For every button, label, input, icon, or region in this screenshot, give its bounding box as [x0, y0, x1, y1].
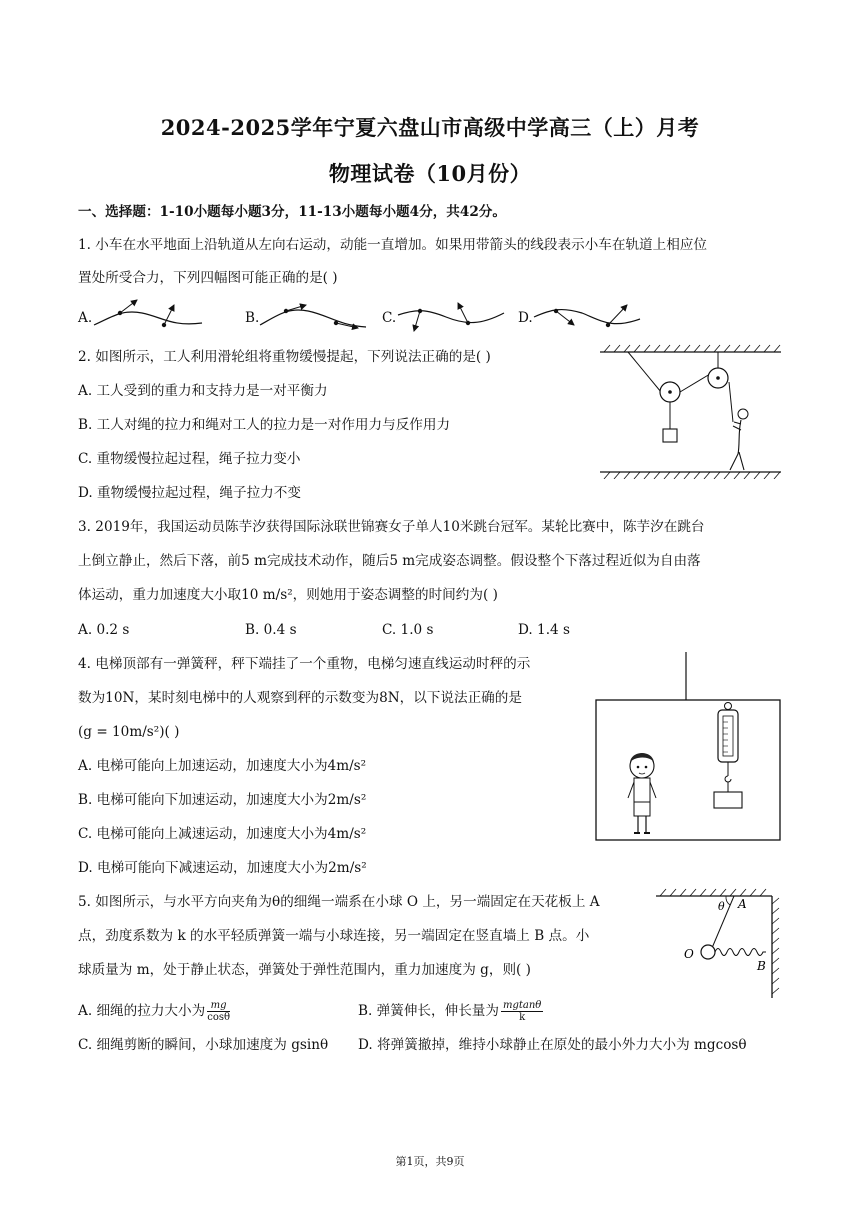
- q3-option-c: C. 1.0 s: [382, 622, 434, 638]
- q5-stem-line1: 5. 如图所示，与水平方向夹角为θ的细绳一端系在小球 O 上，另一端固定在天花板上 A: [78, 894, 600, 910]
- section-heading: 一、选择题：1-10小题每小题3分，11-13小题每小题4分，共42分。: [78, 204, 506, 220]
- page-footer: 第1页，共9页: [395, 1155, 465, 1168]
- q2-pulley-figure: [598, 344, 783, 479]
- q1-stem-line2: 置处所受合力，下列四幅图可能正确的是( ): [78, 270, 338, 286]
- q4-option-a: A. 电梯可能向上加速运动，加速度大小为4m/s²: [78, 758, 367, 774]
- q1-option-b: B.: [245, 310, 260, 326]
- q4-option-c: C. 电梯可能向上减速运动，加速度大小为4m/s²: [78, 826, 367, 842]
- q4-elevator-figure: [594, 652, 784, 844]
- q5-label-a: A: [738, 897, 747, 911]
- q4-stem-line1: 4. 电梯顶部有一弹簧秤，秤下端挂了一个重物，电梯匀速直线运动时秤的示: [78, 656, 531, 672]
- q5-stem-line3: 球质量为 m，处于静止状态，弹簧处于弹性范围内，重力加速度为 g，则( ): [78, 962, 531, 978]
- q5-label-theta: θ: [718, 900, 725, 913]
- q3-stem-line2: 上倒立静止，然后下落，前5 m完成技术动作，随后5 m完成姿态调整。假设整个下落过程近似为自由落: [78, 553, 701, 569]
- q1-option-d: D.: [518, 310, 533, 326]
- q3-option-a: A. 0.2 s: [78, 622, 130, 638]
- exam-subtitle: 物理试卷（10月份）: [328, 161, 532, 186]
- q1-figure-d: [532, 295, 647, 335]
- q1-figure-a: [92, 295, 207, 335]
- q1-option-a: A.: [78, 310, 93, 326]
- q3-stem-line1: 3. 2019年，我国运动员陈芋汐获得国际泳联世锦赛女子单人10米跳台冠军。某轮比赛中，陈芋汐在跳台: [78, 519, 705, 535]
- q3-stem-line3: 体运动，重力加速度大小取10 m/s²，则她用于姿态调整的时间约为( ): [78, 587, 498, 603]
- q2-option-b: B. 工人对绳的拉力和绳对工人的拉力是一对作用力与反作用力: [78, 417, 451, 433]
- q3-option-b: B. 0.4 s: [245, 622, 297, 638]
- q2-option-d: D. 重物缓慢拉起过程，绳子拉力不变: [78, 485, 301, 501]
- q5-stem-line2: 点，劲度系数为 k 的水平轻质弹簧一端与小球连接，另一端固定在竖直墙上 B 点。小: [78, 928, 590, 944]
- q5-option-a: A. 细绳的拉力大小为 $\frac{mg}{\cos\theta}$: [78, 1000, 230, 1023]
- q1-option-c: C.: [382, 310, 397, 326]
- q5-option-d: D. 将弹簧撤掉，维持小球静止在原处的最小外力大小为 mgcosθ: [358, 1037, 747, 1053]
- q4-option-b: B. 电梯可能向下加速运动，加速度大小为2m/s²: [78, 792, 367, 808]
- q5-spring-figure: [654, 886, 784, 1001]
- q1-figure-b: [258, 295, 373, 335]
- q2-option-c: C. 重物缓慢拉起过程，绳子拉力变小: [78, 451, 301, 467]
- q5-option-c: C. 细绳剪断的瞬间，小球加速度为 gsinθ: [78, 1037, 329, 1053]
- q4-stem-line3: (g = 10m/s²)( ): [78, 724, 180, 740]
- q3-option-d: D. 1.4 s: [518, 622, 570, 638]
- q2-option-a: A. 工人受到的重力和支持力是一对平衡力: [78, 383, 328, 399]
- q5-option-b: B. 弹簧伸长，伸长量为 $\frac{mgtan\theta}{k}$: [358, 1000, 542, 1023]
- q2-stem: 2. 如图所示，工人利用滑轮组将重物缓慢提起，下列说法正确的是( ): [78, 349, 491, 365]
- exam-title: 2024-2025学年宁夏六盘山市高级中学高三（上）月考: [160, 115, 700, 140]
- q4-stem-line2: 数为10N，某时刻电梯中的人观察到秤的示数变为8N，以下说法正确的是: [78, 690, 522, 706]
- q4-option-d: D. 电梯可能向下减速运动，加速度大小为2m/s²: [78, 860, 367, 876]
- q5-label-b: B: [757, 959, 766, 973]
- q1-stem-line1: 1. 小车在水平地面上沿轨道从左向右运动，动能一直增加。如果用带箭头的线段表示小车在轨道上相应位: [78, 237, 708, 253]
- q5-label-o: O: [684, 947, 694, 961]
- q1-figure-c: [396, 295, 511, 335]
